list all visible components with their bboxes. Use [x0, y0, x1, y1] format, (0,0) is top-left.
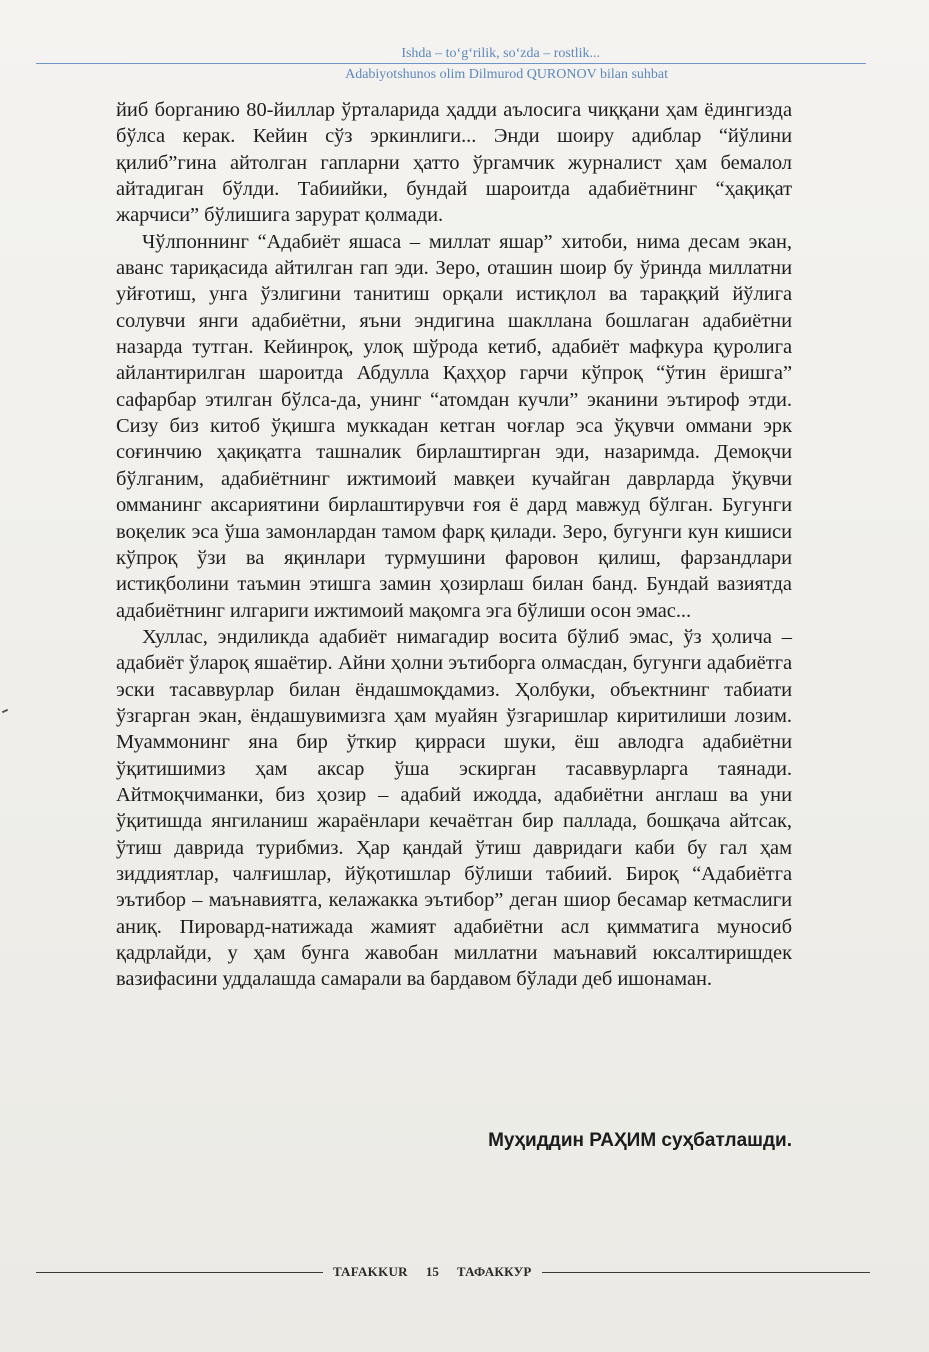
footer-rule-right: [542, 1272, 870, 1273]
header-subtitle: Adabiyotshunos olim Dilmurod QURONOV bilan suhbat: [345, 67, 668, 82]
interviewer-signature: Муҳиддин РАҲИМ суҳбатлашди.: [488, 1130, 792, 1151]
paragraph-1: йиб борганию 80-йиллар ўрталарида ҳадди аълосига чиққани ҳам ёдингизда бўлса керак. Кейин сўз эркинлиги... Энди шоиру адиблар “йўлини қилиб”гина айтолган гапларни ҳатто ўргамчик журналист ҳам бемалол айтадиган бўлди. Табиийки, бундай шароитда адабиётнинг “ҳақиқат жарчиси” бўлишига зарурат қолмади.: [116, 99, 792, 227]
running-header: [36, 44, 866, 84]
margin-mark: [0, 690, 20, 750]
footer-rule-left: [36, 1272, 323, 1273]
article-body: [116, 97, 792, 993]
header-title: Ishda – to‘g‘rilik, so‘zda – rostlik...: [401, 46, 600, 61]
paragraph-3: Хуллас, эндиликда адабиёт нимагадир восита бўлиб эмас, ўз ҳолича – адабиёт ўлароқ яшаётир. Айни ҳолни эътиборга олмасдан, бугунги адабиётга эски тасаввурлар билан ёндашмоқдамиз. Ҳолбуки, объектнинг табиати ўзгарган экан, ёндашувимизга ҳам муайян ўзгаришлар киритилиши лозим. Муаммонинг яна бир ўткир қирраси шуки, ёш авлодга адабиётни ўқитишимиз ҳам аксар ўша эскирган тасаввурларга таянади. Айтмоқчиманки, биз ҳозир – адабий ижодда, адабиётни англаш ва уни ўқитишда янгиланиш жараёнлари кечаётган бир паллада, бошқача айтсак, ўтиш даврида турибмиз. Ҳар қандай ўтиш давридаги каби бу гал ҳам зиддиятлар, чалғишлар, йўқотишлар бўлиши табиий. Бироқ “Адабиётга эътибор – маънавиятга, келажакка эътибор” деган шиор бесамар кетмаслиги аниқ. Пировард-натижада жамият адабиётни асл қимматига муносиб қадрлайди, у ҳам бунга жавобан миллатни маънавий юксалтиришдек вазифасини уддалашда самарали ва бардавом бўлади деб ишонаман.: [116, 625, 792, 991]
footer-label-latin: TAFAKKUR: [333, 1264, 408, 1279]
header-rule: [36, 63, 866, 64]
paragraph-2: Чўлпоннинг “Адабиёт яшаса – миллат яшар” хитоби, нима десам экан, аванс тариқасида айтилган гап эди. Зеро, оташин шоир бу ўринда миллатни уйғотиш, унга ўзлигини танитиш орқали истиқлол ва тараққий йўлига солувчи янги адабиётни, яъни эндигина шакллана бошлаган адабиётни назарда тутган. Кейинроқ, улоқ шўрода кетиб, адабиёт мафкура қуролига айлантирилган шароитда Абдулла Қаҳҳор гарчи кўпроқ “ўтин ёришга” сафарбар этилган бўлса-да, унинг “атомдан кучли” эканини эътироф этди. Сизу биз китоб ўқишга муккадан кетган чоғлар эса ўқувчи оммани эрк соғинчию ҳақиқатга ташналик бирлаштирган эди, назаримда. Демоқчи бўлганим, адабиётнинг ижтимоий мавқеи кучайган даврларда ўқувчи омманинг аксариятини бирлаштирувчи ғоя ё дард мавжуд бўлган. Бугунги воқелик эса ўша замонлардан тамом фарқ қилади. Зеро, бугунги кун кишиси кўпроқ ўзи ва яқинлари турмушини фаровон қилиш, фарзандлари истиқболини таъмин этишга замин ҳозирлаш билан банд. Бундай вазиятда адабиётнинг илгариги ижтимоий мақомга эга бўлиши осон эмас...: [116, 230, 792, 622]
page-number: 15: [425, 1264, 439, 1279]
page-footer: [36, 1262, 870, 1282]
footer-label-cyrillic: ТАФАККУР: [456, 1264, 532, 1279]
